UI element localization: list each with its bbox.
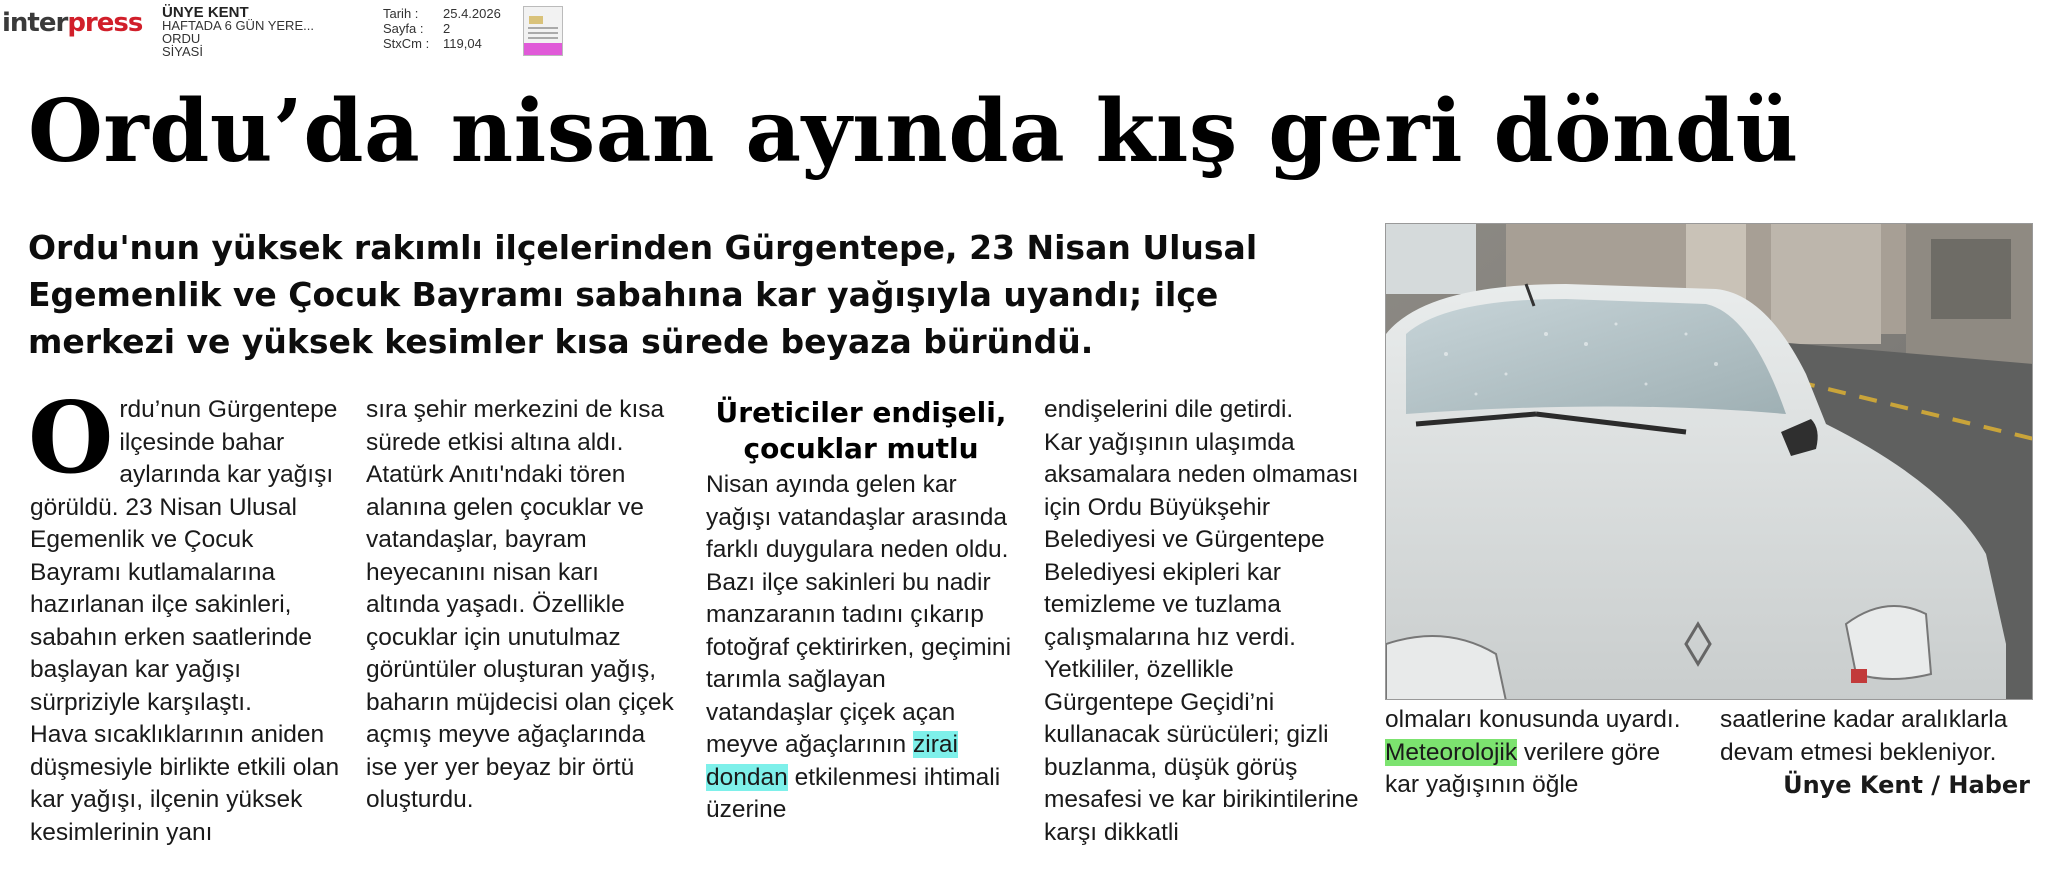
text-run: etkilenmesi ihtimali üzerine: [706, 763, 1001, 823]
paragraph: endişelerini dile getirdi.: [1044, 396, 1294, 423]
highlighted-keyword: zirai dondan: [706, 731, 958, 791]
paragraph: [1385, 737, 1685, 802]
publication-frequency: HAFTADA 6 GÜN YERE...: [162, 18, 314, 33]
publication-name: ÜNYE KENT: [162, 4, 249, 21]
clipping-meta: [383, 6, 501, 51]
article-column-1: [28, 381, 345, 849]
paragraph: saatlerine kadar aralıklarla devam etmesi bekleniyor.: [1720, 706, 2008, 766]
article-subhead: Üreticiler endişeli, çocuklar mutlu: [715, 396, 1007, 465]
date-value: 25.4.2026: [443, 6, 501, 21]
publication-info: [162, 6, 314, 58]
article-column-3: [706, 395, 1016, 827]
paragraph: Hava sıcaklıklarının aniden düşmesiyle birlikte etkili olan kar yağışı, ilçenin yüksek kesimlerinin yanı: [30, 721, 340, 846]
publication-city: ORDU: [162, 31, 201, 46]
article-byline: Ünye Kent / Haber: [1783, 771, 2030, 799]
paragraph: sıra şehir merkezini de kısa sürede etkisi altına aldı.: [366, 396, 665, 456]
paragraph: Kar yağışının ulaşımda aksamalara neden olmaması için Ordu Büyükşehir Belediyesi ve Gürgentepe Belediyesi ekipleri kar temizleme ve tuzlama çalışmalarına hız verdi. Yetkililer, özellikle Gürgentepe Geçidi’ni kullanacak sürücüleri; gizli buzlanma, düşük görüş mesafesi ve kar birikintilerine karşı dikkatli: [1044, 428, 1359, 846]
stxcm-value: 119,04: [443, 36, 482, 51]
text-run: Nisan ayında gelen kar yağışı vatandaşlar arasında farklı duygulara neden oldu. Bazı ilçe sakinleri bu nadir manzaranın tadını çıkarıp fotoğraf çektirirken, geçimini tarımla sağlayan vatandaşlar çiçek açan meyve ağaçlarının: [706, 471, 1012, 758]
paragraph: Atatürk Anıtı'ndaki tören alanına gelen çocuklar ve vatandaşlar, bayram heyecanını nisan karı altında yaşadı. Özellikle çocuklar için unutulmaz görüntüler oluşturan yağış, baharın müjdecisi olan çiçek açmış meyve ağaçlarında ise yer yer beyaz bir örtü oluşturdu.: [366, 461, 674, 813]
paragraph: olmaları konusunda uyardı.: [1385, 706, 1681, 733]
drop-cap: O: [28, 381, 114, 496]
interpress-logo: [2, 8, 142, 38]
article-headline: Ordu’da nisan ayında kış geri döndü: [28, 81, 1799, 182]
snow-car-photo: [1385, 223, 2033, 700]
publication-category: SİYASİ: [162, 44, 203, 59]
article-column-2: [366, 394, 676, 817]
article-column-5: [1385, 704, 1685, 802]
page-thumbnail[interactable]: [523, 6, 563, 56]
article-deck: Ordu'nun yüksek rakımlı ilçelerinden Gürgentepe, 23 Nisan Ulusal Egemenlik ve Çocuk Bayramı sabahına kar yağışıyla uyandı; ilçe merkezi ve yüksek kesimler kısa sürede beyaza büründü.: [28, 228, 1258, 361]
page-label: Sayfa :: [383, 21, 424, 36]
photo-illustration: [1386, 224, 2033, 700]
paragraph: rdu’nun Gürgentepe ilçesinde bahar aylarında kar yağışı görüldü. 23 Nisan Ulusal Egemenlik ve Çocuk Bayramı kutlamalarına hazırlanan ilçe sakinleri, sabahın erken saatlerinde başlayan kar yağışı sürpriziyle karşılaştı.: [30, 396, 338, 716]
highlighted-keyword: Meteorolojik: [1385, 738, 1518, 766]
logo-main-text: inter: [2, 8, 68, 38]
date-label: Tarih :: [383, 6, 419, 21]
paragraph: [706, 469, 1016, 827]
text-run: verilere göre kar yağışının öğle: [1385, 738, 1661, 798]
page-value: 2: [443, 21, 451, 36]
logo-accent-text: press: [67, 8, 143, 38]
article-column-6: [1720, 704, 2030, 802]
article-column-4: [1044, 394, 1359, 849]
stxcm-label: StxCm :: [383, 36, 430, 51]
